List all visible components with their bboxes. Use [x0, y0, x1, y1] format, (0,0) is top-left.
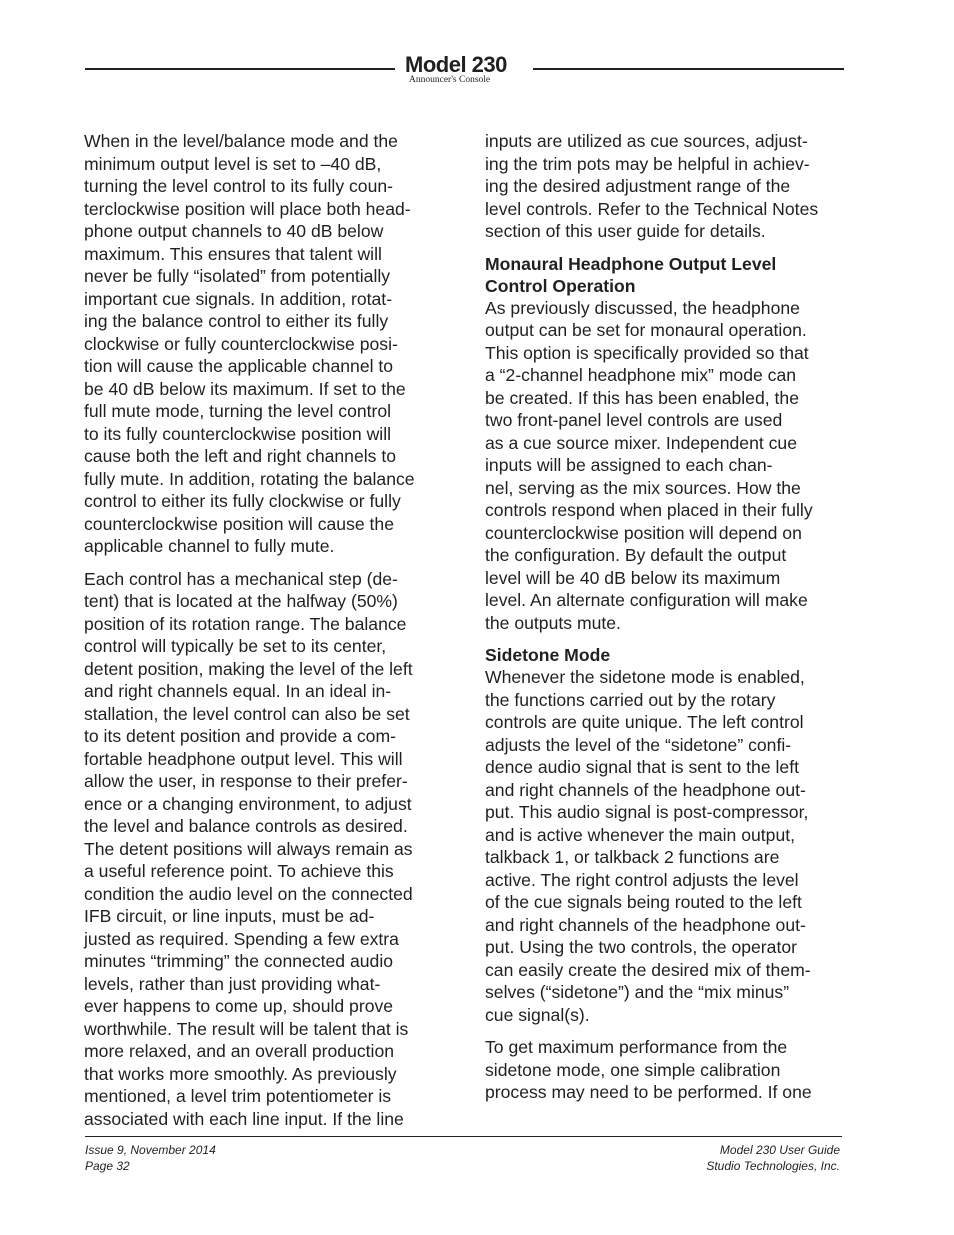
text-line: inputs will be assigned to each chan-	[485, 455, 773, 475]
text-line: ever happens to come up, should prove	[84, 996, 394, 1016]
text-line: As previously discussed, the headphone	[485, 297, 800, 318]
text-line: ing the desired adjustment range of the	[485, 176, 791, 196]
text-line: cause both the left and right channels to	[84, 446, 397, 466]
text-line: level will be 40 dB below its maximum	[485, 567, 781, 588]
footer-left	[85, 1142, 216, 1174]
text-line: two front-panel level controls are used	[485, 410, 783, 430]
text-line: be created. If this has been enabled, the	[485, 387, 799, 408]
text-line: minimum output level is set to –40 dB,	[84, 153, 382, 174]
text-line: output can be set for monaural operation.	[485, 320, 807, 340]
text-line: adjusts the level of the “sidetone” confi-	[485, 734, 792, 755]
text-line: tion will cause the applicable channel to	[84, 356, 394, 376]
text-line: process may need to be performed. If one	[485, 1082, 812, 1102]
text-line: phone output channels to 40 dB below	[84, 221, 384, 241]
text-line: nel, serving as the mix sources. How the	[485, 477, 801, 498]
text-line: position of its rotation range. The balance	[84, 613, 407, 634]
text-line: of the cue signals being routed to the left	[485, 892, 802, 912]
text-line: IFB circuit, or line inputs, must be ad-	[84, 906, 375, 926]
text-line: and right channels of the headphone out-	[485, 914, 806, 935]
text-line: put. This audio signal is post-compressor,	[485, 802, 809, 822]
text-line: the functions carried out by the rotary	[485, 689, 776, 710]
text-line: to its detent position and provide a com-	[84, 726, 396, 746]
text-line: controls respond when placed in their fully	[485, 500, 813, 520]
text-line: more relaxed, and an overall production	[84, 1041, 395, 1061]
text-line: controls are quite unique. The left control	[485, 712, 804, 732]
text-line: Monaural Headphone Output Level	[485, 253, 777, 274]
text-line: never be fully “isolated” from potentially	[84, 266, 391, 286]
text-line: dence audio signal that is sent to the left	[485, 757, 799, 777]
logo-subtitle: Announcer's Console	[409, 75, 491, 85]
text-line: detent position, making the level of the left	[84, 658, 413, 679]
text-line: talkback 1, or talkback 2 functions are	[485, 847, 780, 867]
left-paragraph-2	[84, 568, 446, 1131]
text-line: Control Operation	[485, 275, 636, 296]
section-heading-monaural	[485, 253, 847, 297]
text-line: counterclockwise position will depend on	[485, 522, 802, 543]
left-column	[84, 130, 446, 1140]
text-line: sidetone mode, one simple calibration	[485, 1059, 781, 1080]
text-line: and right channels equal. In an ideal in-	[84, 681, 392, 701]
text-line: ing the trim pots may be helpful in achiev-	[485, 153, 810, 174]
text-line: worthwhile. The result will be talent that is	[84, 1018, 409, 1039]
text-line: The detent positions will always remain as	[84, 838, 413, 859]
text-line: the configuration. By default the output	[485, 545, 787, 565]
text-line: levels, rather than just providing what-	[84, 973, 381, 994]
text-line: Whenever the sidetone mode is enabled,	[485, 667, 805, 687]
text-line: terclockwise position will place both head-	[84, 198, 411, 219]
right-column	[485, 130, 847, 1114]
text-line: level. An alternate configuration will make	[485, 590, 808, 610]
text-line: maximum. This ensures that talent will	[84, 243, 382, 264]
footer-rule	[85, 1136, 842, 1137]
text-line: This option is specifically provided so that	[485, 342, 809, 363]
text-line: a useful reference point. To achieve this	[84, 861, 394, 881]
text-line: be 40 dB below its maximum. If set to the	[84, 378, 406, 399]
text-line: ing the balance control to either its fully	[84, 311, 389, 331]
right-paragraph-3	[485, 666, 847, 1026]
text-line: to its fully counterclockwise position will	[84, 423, 392, 444]
text-line: and is active whenever the main output,	[485, 824, 796, 845]
right-paragraph-1	[485, 130, 847, 243]
text-line: fortable headphone output level. This will	[84, 748, 403, 769]
text-line: put. Using the two controls, the operator	[485, 937, 797, 957]
text-line: clockwise or fully counterclockwise posi-	[84, 333, 398, 354]
text-line: justed as required. Spending a few extra	[84, 928, 399, 949]
text-line: minutes “trimming” the connected audio	[84, 951, 394, 971]
text-line: allow the user, in response to their prefer-	[84, 771, 408, 791]
text-line: turning the level control to its fully coun-	[84, 176, 394, 196]
text-line: When in the level/balance mode and the	[84, 131, 398, 151]
logo-title: Model 230	[405, 52, 507, 77]
right-paragraph-4	[485, 1036, 847, 1104]
text-line: full mute mode, turning the level control	[84, 401, 392, 421]
text-line: as a cue source mixer. Independent cue	[485, 432, 797, 453]
header-rule-right	[533, 68, 844, 70]
text-line: associated with each line input. If the line	[84, 1108, 404, 1129]
text-line: the outputs mute.	[485, 612, 621, 633]
text-line: level controls. Refer to the Technical Notes	[485, 198, 819, 219]
text-line: important cue signals. In addition, rotat-	[84, 288, 393, 309]
text-line: tent) that is located at the halfway (50%)	[84, 591, 398, 611]
text-line: selves (“sidetone”) and the “mix minus”	[485, 982, 790, 1002]
text-line: fully mute. In addition, rotating the balance	[84, 468, 415, 489]
footer-company: Studio Technologies, Inc.	[706, 1159, 840, 1173]
text-line: can easily create the desired mix of them-	[485, 959, 811, 980]
header-rule-left	[85, 68, 395, 70]
text-line: active. The right control adjusts the level	[485, 869, 799, 890]
text-line: control will typically be set to its center,	[84, 636, 387, 656]
text-line: inputs are utilized as cue sources, adjust-	[485, 131, 808, 151]
left-paragraph-1	[84, 130, 446, 558]
text-line: a “2-channel headphone mix” mode can	[485, 365, 797, 385]
text-line: stallation, the level control can also be set	[84, 703, 410, 724]
footer-guide-title: Model 230 User Guide	[719, 1143, 840, 1157]
text-line: To get maximum performance from the	[485, 1037, 788, 1057]
right-paragraph-2	[485, 297, 847, 635]
text-line: that works more smoothly. As previously	[84, 1063, 397, 1084]
text-line: ence or a changing environment, to adjust	[84, 793, 412, 814]
text-line: and right channels of the headphone out-	[485, 779, 806, 800]
header-logo	[405, 54, 525, 85]
text-line: control to either its fully clockwise or fully	[84, 491, 401, 511]
footer-right	[706, 1142, 840, 1174]
text-line: applicable channel to fully mute.	[84, 536, 335, 556]
text-line: condition the audio level on the connected	[84, 883, 413, 904]
text-line: the level and balance controls as desired.	[84, 816, 408, 836]
text-line: mentioned, a level trim potentiometer is	[84, 1086, 392, 1106]
text-line: cue signal(s).	[485, 1004, 590, 1025]
section-heading-sidetone: Sidetone Mode	[485, 645, 611, 665]
text-line: section of this user guide for details.	[485, 221, 766, 241]
footer-issue: Issue 9, November 2014	[85, 1143, 216, 1157]
text-line: Each control has a mechanical step (de-	[84, 568, 398, 589]
text-line: counterclockwise position will cause the	[84, 513, 394, 534]
footer-page-number: Page 32	[85, 1159, 130, 1173]
